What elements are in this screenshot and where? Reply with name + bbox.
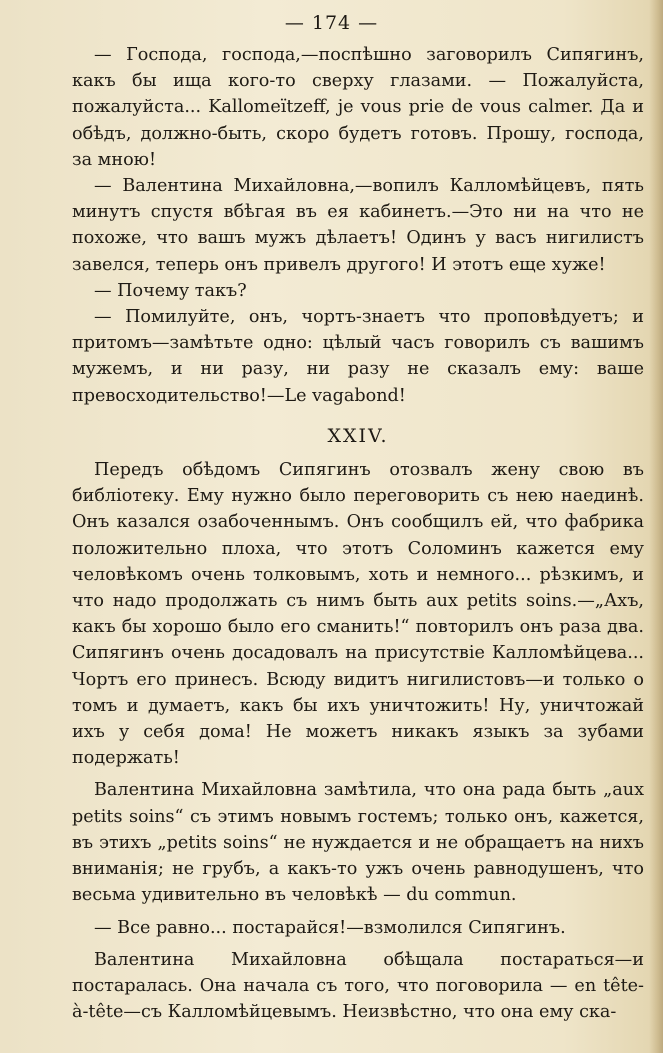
chapter-heading: XXIV. (327, 424, 389, 447)
paragraph: Валентина Михайловна обѣщала постараться—и постаралась. Она начала съ того, что поговорила — en tête-à-tête—съ Калломѣйцевымъ. Неизвѣстно, что она ему ска- (72, 949, 644, 1023)
page-edge-shadow (649, 0, 663, 1053)
paragraph: — Все равно... постарайся!—взмолился Сипягинъ. (94, 917, 566, 938)
paragraph: Валентина Михайловна замѣтила, что она рада быть „aux petits soins“ съ этимъ новымъ гостемъ; только онъ, кажется, въ этихъ „petits soins“ не нуждается и не обращаетъ на нихъ вниманія; не грубъ, а какъ-то ужъ очень равнодушенъ, что весьма удивительно въ человѣкѣ — du commun. (72, 780, 644, 906)
paragraph: — Помилуйте, онъ, чортъ-знаетъ что проповѣдуетъ; и притомъ—замѣтьте одно: цѣлый часъ говорилъ съ вашимъ мужемъ, и ни разу, ни разу не сказалъ ему: ваше превосходительство!—Le vagabond! (72, 307, 644, 406)
page-number: — 174 — (284, 12, 379, 34)
page-body (72, 42, 644, 1025)
paragraph: Передъ обѣдомъ Сипягинъ отозвалъ жену свою въ библіотеку. Ему нужно было переговорить съ нею наединѣ. Онъ казался озабоченнымъ. Онъ сообщилъ ей, что фабрика положительно плоха, что этотъ Соломинъ кажется ему человѣкомъ очень толковымъ, хоть и немного... рѣзкимъ, и что надо продолжать съ нимъ быть aux petits soins.—„Ахъ, какъ бы хорошо было его сманить!“ повторилъ онъ раза два. Сипягинъ очень досадовалъ на присутствіе Калломѣйцева... Чортъ его принесъ. Всюду видитъ нигилистовъ—и только о томъ и думаетъ, какъ бы ихъ уничтожить! Ну, уничтожай ихъ у себя дома! Не можетъ никакъ языкъ за зубами подержать! (72, 460, 644, 769)
paragraph: — Господа, господа,—поспѣшно заговорилъ Сипягинъ, какъ бы ища кого-то сверху глазами. — Пожалуйста, пожалуйста... Kallomeïtzeff, je vous prie de vous calmer. Да и обѣдъ, должно-быть, скоро будетъ готовъ. Прошу, господа, за мною! (72, 45, 644, 170)
paragraph: — Почему такъ? (94, 280, 247, 301)
paragraph: — Валентина Михайловна,—вопилъ Калломѣйцевъ, пять минутъ спустя вбѣгая въ ея кабинетъ.—Это ни на что не похоже, что вашъ мужъ дѣлаетъ! Одинъ у васъ нигилистъ завелся, теперь онъ привелъ другого! И этотъ еще хуже! (72, 176, 644, 275)
